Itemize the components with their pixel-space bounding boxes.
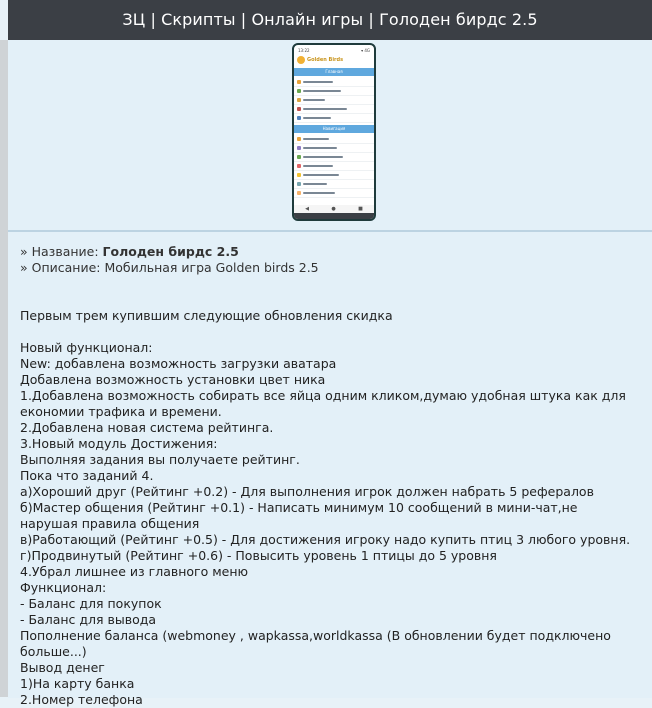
exit-icon: [297, 191, 301, 195]
phone-menu-row: [294, 171, 374, 180]
description-line: Вывод денег: [20, 660, 105, 675]
spacer: [20, 324, 632, 340]
row-text-line: [303, 81, 333, 83]
description-line: 4.Убрал лишнее из главного меню: [20, 564, 249, 579]
heart-icon: [297, 164, 301, 168]
description-line: в)Работающий (Рейтинг +0.5) - Для достижения игроку надо купить птиц 3 любого уровня.: [20, 532, 631, 547]
description-line: - Баланс для вывода: [20, 612, 157, 627]
promo-text: Первым трем купившим следующие обновления скидка: [20, 308, 393, 323]
bird-icon: [297, 56, 305, 64]
description-line: - Баланс для покупок: [20, 596, 162, 611]
description-line: 3.Новый модуль Достижения:: [20, 436, 218, 451]
description-line: Функционал:: [20, 580, 107, 595]
full-description: [20, 308, 632, 708]
left-edge-stripe: [0, 40, 8, 697]
phone-footer-bar: [294, 213, 374, 219]
row-text-line: [303, 117, 331, 119]
shop-icon: [297, 107, 301, 111]
row-text-line: [303, 108, 347, 110]
phone-menu-row: [294, 180, 374, 189]
description-line: 1.Добавлена возможность собирать все яйца одним кликом,думаю удобная штука как для економии трафика и времени.: [20, 388, 630, 419]
row-text-line: [303, 192, 335, 194]
trophy-icon: [297, 173, 301, 177]
back-icon: ◀: [305, 206, 310, 212]
description-line: 1)На карту банка: [20, 676, 135, 691]
game-screenshot-thumbnail[interactable]: [292, 43, 376, 221]
description-line: Пополнение баланса (webmoney , wapkassa,worldkassa (В обновлении будет подключено больше...): [20, 628, 615, 659]
phone-menu-row: [294, 144, 374, 153]
name-row: [20, 244, 319, 260]
users-icon: [297, 155, 301, 159]
page-header: [8, 0, 652, 41]
script-info: [20, 244, 319, 276]
phone-menu-row: [294, 87, 374, 96]
phone-menu-row: [294, 114, 374, 123]
chat-icon: [297, 146, 301, 150]
row-text-line: [303, 183, 327, 185]
star-icon: [297, 137, 301, 141]
description-label: » Описание:: [20, 260, 105, 275]
description-line: New: добавлена возможность загрузки аватара: [20, 356, 337, 371]
coin-icon: [297, 98, 301, 102]
row-text-line: [303, 138, 329, 140]
script-description-panel: [8, 231, 652, 707]
description-line: 2.Добавлена новая система рейтинга.: [20, 420, 274, 435]
game-logo-text: Golden Birds: [307, 57, 344, 63]
phone-menu-row: [294, 96, 374, 105]
bird-icon: [297, 89, 301, 93]
description-value: Мобильная игра Golden birds 2.5: [104, 260, 319, 275]
row-text-line: [303, 174, 339, 176]
row-text-line: [303, 99, 325, 101]
description-line: Выполняя задания вы получаете рейтинг.: [20, 452, 300, 467]
phone-signal: ▾ 4G: [361, 48, 370, 53]
phone-navbar: [294, 205, 374, 213]
description-line: 2.Номер телефона: [20, 692, 143, 707]
phone-menu-row: [294, 189, 374, 198]
name-value: Голоден бирдс 2.5: [102, 244, 239, 259]
description-row: [20, 260, 319, 276]
wallet-icon: [297, 116, 301, 120]
description-line: а)Хороший друг (Рейтинг +0.2) - Для выполнения игрок должен набрать 5 рефералов: [20, 484, 594, 499]
phone-menu-row: [294, 78, 374, 87]
breadcrumb-title: ЗЦ | Скрипты | Онлайн игры | Голоден бирдс 2.5: [122, 10, 538, 29]
row-text-line: [303, 165, 333, 167]
description-line: б)Мастер общения (Рейтинг +0.1) - Написать минимум 10 сообщений в мини-чат,не нарушая правила общения: [20, 500, 582, 531]
phone-menu-row: [294, 162, 374, 171]
row-text-line: [303, 156, 343, 158]
row-text-line: [303, 147, 337, 149]
features-title: Новый функционал:: [20, 340, 153, 355]
row-text-line: [303, 90, 341, 92]
phone-menu-row: [294, 105, 374, 114]
recent-apps-icon: ■: [358, 206, 363, 212]
screenshot-area: [8, 40, 652, 231]
phone-time: 13:22: [298, 48, 310, 53]
description-line: г)Продвинутый (Рейтинг +0.6) - Повысить уровень 1 птицы до 5 уровня: [20, 548, 497, 563]
phone-menu-bar-mid: Навигация: [294, 125, 374, 133]
name-label: » Название:: [20, 244, 103, 259]
description-line: Добавлена возможность установки цвет ника: [20, 372, 326, 387]
phone-menu-row: [294, 135, 374, 144]
home-icon: ●: [331, 206, 336, 212]
description-line: Пока что заданий 4.: [20, 468, 154, 483]
phone-menu-row: [294, 153, 374, 162]
game-logo: [297, 54, 374, 66]
gear-icon: [297, 182, 301, 186]
description-lines: [20, 356, 632, 708]
phone-menu-bar-top: Главная: [294, 68, 374, 76]
egg-icon: [297, 80, 301, 84]
